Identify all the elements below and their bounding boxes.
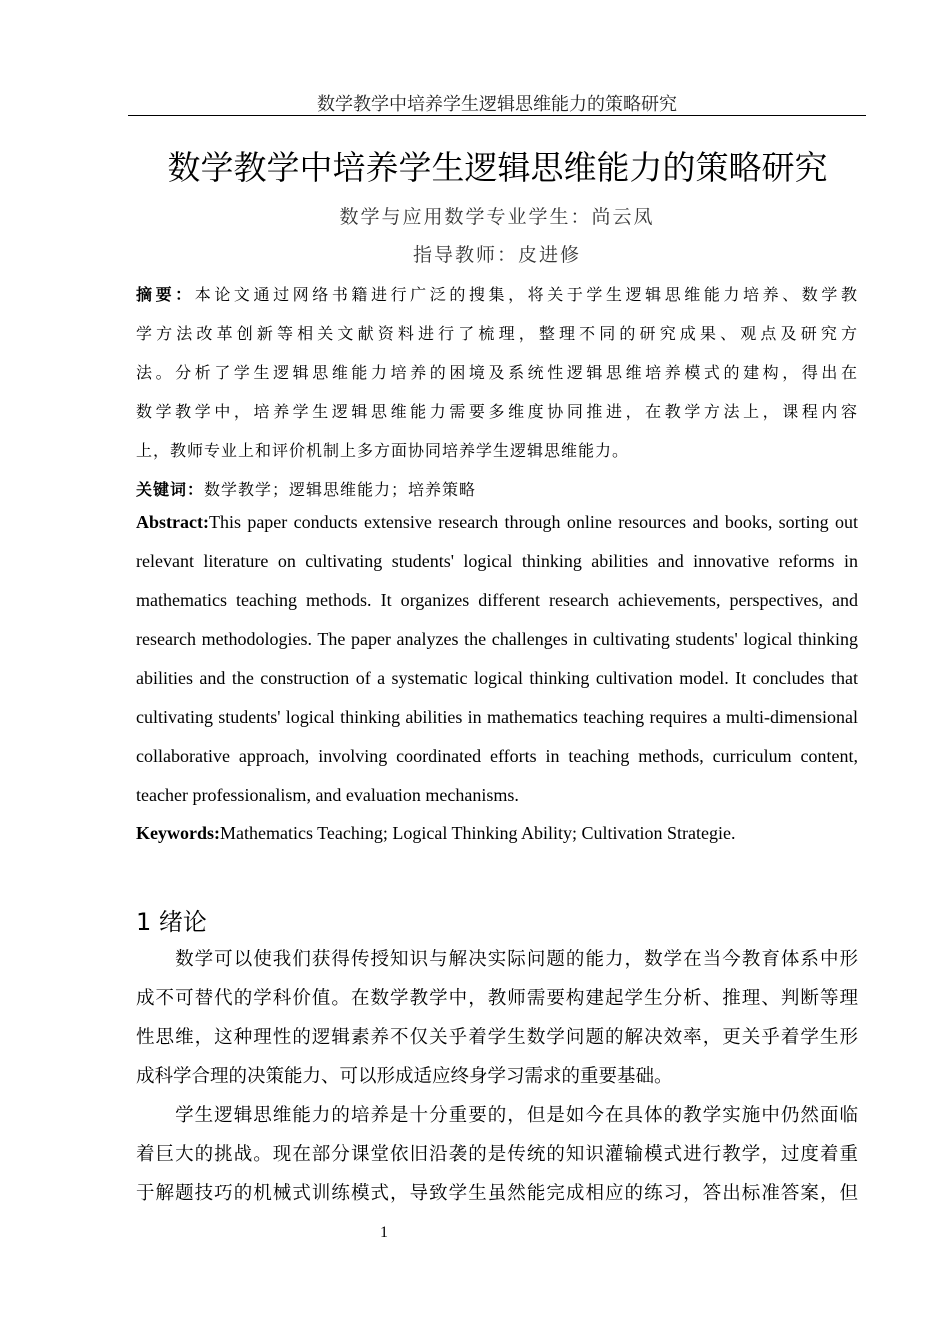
abstract-en — [136, 503, 858, 815]
page-number: 1 — [380, 1224, 388, 1241]
abstract-cn — [136, 275, 858, 509]
body-line: 成科学合理的决策能力、可以形成适应终身学习需求的重要基础。 — [136, 1066, 673, 1087]
author-line: 数学与应用数学专业学生：尚云凤 — [339, 206, 655, 228]
abstract-cn-label: 摘要： — [136, 285, 195, 304]
running-header: 数学教学中培养学生逻辑思维能力的策略研究 — [317, 94, 677, 115]
abstract-en-label: Abstract: — [136, 512, 209, 532]
abstract-line: 数学教学中，培养学生逻辑思维能力需要多维度协同推进，在教学方法上，课程内容 — [136, 402, 858, 421]
body-line: 性思维，这种理性的逻辑素养不仅关乎着学生数学问题的解决效率，更关乎着学生形 — [136, 1027, 858, 1048]
body-line: 数学可以使我们获得传授知识与解决实际问题的能力，数学在当今教育体系中形 — [136, 949, 858, 970]
section-body — [136, 940, 858, 1213]
abstract-line: 本论文通过网络书籍进行广泛的搜集，将关于学生逻辑思维能力培养、数学教 — [194, 285, 858, 304]
advisor-line: 指导教师：皮进修 — [412, 244, 581, 266]
body-line: 学生逻辑思维能力的培养是十分重要的，但是如今在具体的教学实施中仍然面临 — [136, 1105, 858, 1126]
paper-title: 数学教学中培养学生逻辑思维能力的策略研究 — [167, 148, 828, 187]
keywords-en-text: Mathematics Teaching; Logical Thinking Ability; Cultivation Strategie. — [220, 823, 736, 843]
body-line: 着巨大的挑战。现在部分课堂依旧沿袭的是传统的知识灌输模式进行教学，过度着重 — [136, 1144, 858, 1165]
abstract-line: 上，教师专业上和评价机制上多方面协同培养学生逻辑思维能力。 — [136, 441, 630, 460]
header-rule — [128, 115, 866, 116]
body-line: 成不可替代的学科价值。在数学教学中，教师需要构建起学生分析、推理、判断等理 — [136, 988, 858, 1009]
keywords-en — [136, 814, 858, 853]
abstract-line: 法。分析了学生逻辑思维能力培养的困境及系统性逻辑思维培养模式的建构，得出在 — [136, 363, 858, 382]
keywords-cn-text: 数学教学；逻辑思维能力；培养策略 — [204, 480, 477, 499]
keywords-en-label: Keywords: — [136, 823, 220, 843]
abstract-line: 学方法改革创新等相关文献资料进行了梳理，整理不同的研究成果、观点及研究方 — [136, 324, 858, 343]
keywords-cn-label: 关键词： — [136, 480, 205, 499]
section-heading: 1 绪论 — [136, 908, 207, 936]
abstract-en-text: This paper conducts extensive research through online resources and books, sorting out relevant literature on cultivating students' logical thinking abilities and innovative reforms in mathematics teaching methods. It organizes different research achievements, perspectives, and research methodologies. The paper analyzes the challenges in cultivating students' logical thinking abilities and the construction of a systematic logical thinking cultivation model. It concludes that cultivating students' logical thinking abilities in mathematics teaching requires a multi-dimensional collaborative approach, involving coordinated efforts in teaching methods, curriculum content, teacher professionalism, and evaluation mechanisms. — [136, 512, 858, 805]
body-line: 于解题技巧的机械式训练模式，导致学生虽然能完成相应的练习，答出标准答案，但 — [136, 1183, 858, 1204]
